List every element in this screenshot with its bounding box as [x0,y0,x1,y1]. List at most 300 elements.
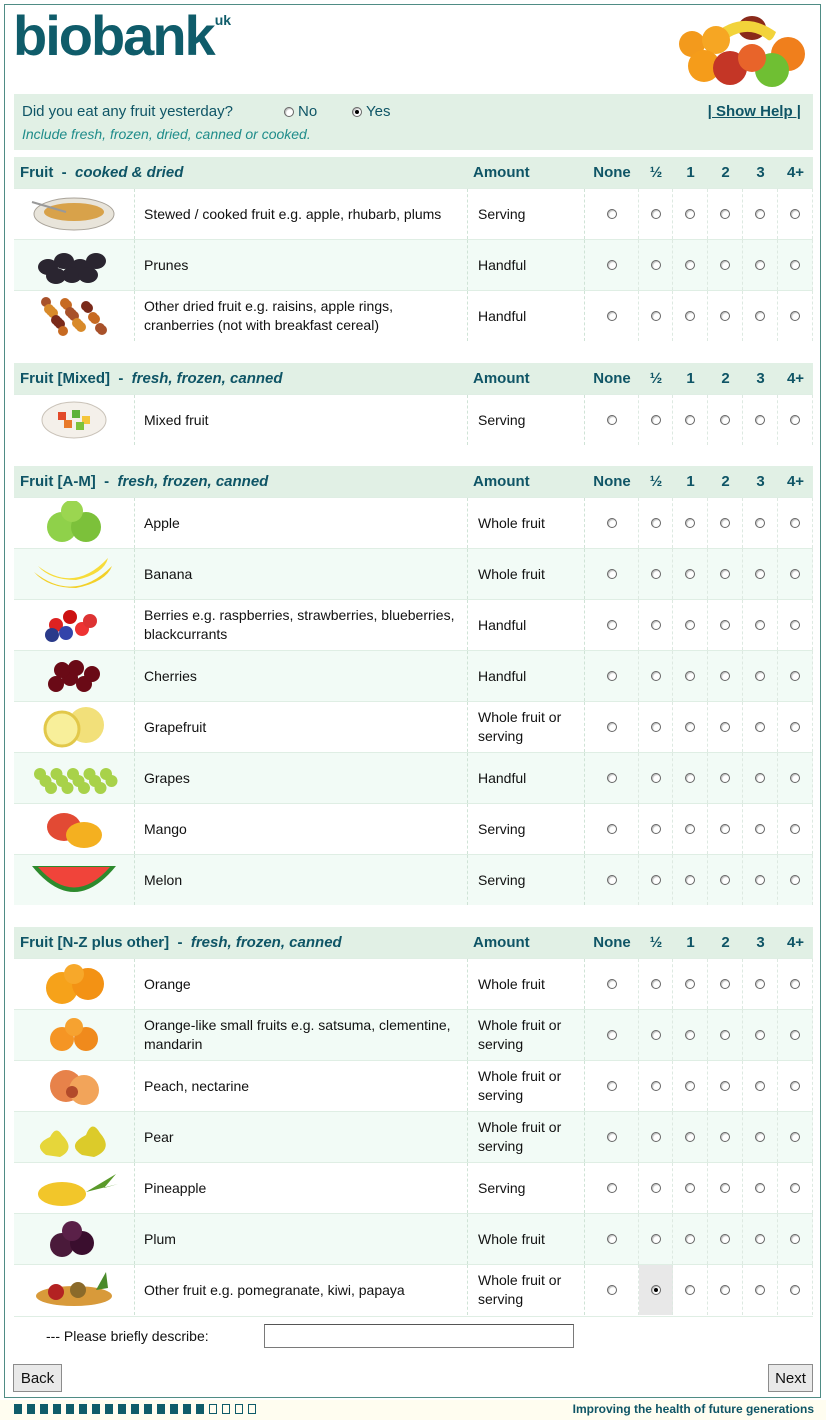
portion-cell[interactable] [673,1010,708,1060]
portion-radio[interactable] [651,1285,661,1295]
radio-yes[interactable] [352,107,362,117]
portion-radio[interactable] [651,671,661,681]
portion-radio[interactable] [607,311,617,321]
portion-cell[interactable] [639,1061,673,1111]
food-name: Berries e.g. raspberries, strawberries, blueberries, blackcurrants [144,607,455,642]
portion-radio[interactable] [685,415,695,425]
portion-radio[interactable] [685,311,695,321]
portion-cell[interactable] [708,1010,743,1060]
food-amount: Serving [467,395,585,445]
amount-column-header: Amount [473,934,530,951]
portion-cell[interactable] [639,291,673,341]
portion-radio[interactable] [720,671,730,681]
portion-radio[interactable] [790,1132,800,1142]
portion-cell[interactable] [673,1265,708,1315]
portion-cell[interactable] [708,498,743,548]
portion-radio[interactable] [755,1132,765,1142]
portion-radio[interactable] [790,311,800,321]
food-row [14,752,813,803]
fruit-pile-image [672,6,820,94]
portion-radio[interactable] [755,671,765,681]
portion-radio[interactable] [685,875,695,885]
fruit-section [14,927,813,1315]
portion-radio[interactable] [755,620,765,630]
portion-radio[interactable] [790,1030,800,1040]
portion-radio[interactable] [790,722,800,732]
portion-radio[interactable] [651,875,661,885]
portion-cell[interactable] [639,240,673,290]
portion-cell[interactable] [743,804,778,854]
portion-radio[interactable] [720,569,730,579]
portion-radio[interactable] [651,311,661,321]
portion-radio[interactable] [720,773,730,783]
portion-cell[interactable] [708,959,743,1009]
portion-column-header: 2 [721,473,730,490]
progress-step [183,1404,191,1414]
portion-radio[interactable] [720,415,730,425]
portion-cell[interactable] [585,804,639,854]
portion-cell[interactable] [778,291,813,341]
portion-cell[interactable] [673,291,708,341]
portion-radio[interactable] [651,518,661,528]
portion-cell[interactable] [743,959,778,1009]
portion-radio[interactable] [607,569,617,579]
portion-radio[interactable] [607,518,617,528]
portion-cell[interactable] [639,804,673,854]
portion-radio[interactable] [790,1234,800,1244]
portion-cell[interactable] [673,1112,708,1162]
answer-yes-label: Yes [366,103,391,120]
portion-cell[interactable] [585,498,639,548]
portion-column-header: 4+ [786,164,805,181]
portion-cell[interactable] [778,959,813,1009]
portion-cell[interactable] [708,600,743,650]
logo-wordmark: biobank [13,4,214,67]
portion-cell[interactable] [639,395,673,445]
food-amount: Whole fruit or serving [467,1112,585,1162]
portion-radio[interactable] [755,1234,765,1244]
portion-radio[interactable] [720,1234,730,1244]
portion-column-header: None [593,934,631,951]
portion-radio[interactable] [651,824,661,834]
portion-cell[interactable] [778,498,813,548]
portion-cell[interactable] [639,1163,673,1213]
portion-radio[interactable] [755,875,765,885]
food-row [14,188,813,239]
portion-cell[interactable] [778,240,813,290]
progress-step [14,1404,22,1414]
portion-radio[interactable] [790,415,800,425]
portion-radio[interactable] [651,979,661,989]
portion-cell[interactable] [778,1061,813,1111]
portion-radio[interactable] [607,671,617,681]
portion-radio[interactable] [755,979,765,989]
portion-radio[interactable] [607,1183,617,1193]
section-title [20,164,183,181]
portion-radio[interactable] [755,260,765,270]
portion-cell[interactable] [778,753,813,803]
radio-no[interactable] [284,107,294,117]
portion-radio[interactable] [720,260,730,270]
section-title [20,370,283,387]
portion-radio[interactable] [607,1132,617,1142]
portion-cell[interactable] [743,600,778,650]
portion-cell[interactable] [673,753,708,803]
portion-cell[interactable] [778,395,813,445]
question-hint: Include fresh, frozen, dried, canned or cooked. [22,126,311,142]
portion-cell[interactable] [743,498,778,548]
portion-cell[interactable] [743,189,778,239]
portion-cell[interactable] [585,1061,639,1111]
portion-radio[interactable] [720,209,730,219]
portion-cell[interactable] [673,498,708,548]
answer-no-option[interactable] [284,103,317,120]
portion-cell[interactable] [743,1265,778,1315]
portion-column-header: 1 [686,473,695,490]
portion-radio[interactable] [685,1234,695,1244]
portion-radio[interactable] [790,824,800,834]
portion-cell[interactable] [778,1163,813,1213]
portion-cell[interactable] [708,1214,743,1264]
portion-cell[interactable] [639,753,673,803]
portion-radio[interactable] [685,569,695,579]
portion-cell[interactable] [743,1010,778,1060]
portion-radio[interactable] [720,1081,730,1091]
portion-radio[interactable] [720,722,730,732]
portion-radio[interactable] [685,722,695,732]
food-amount: Handful [467,600,585,650]
portion-radio[interactable] [790,1081,800,1091]
portion-radio[interactable] [720,1030,730,1040]
portion-cell[interactable] [778,1010,813,1060]
portion-cell[interactable] [778,1214,813,1264]
portion-cell[interactable] [708,804,743,854]
portion-cell[interactable] [708,291,743,341]
portion-cell[interactable] [743,753,778,803]
portion-cell[interactable] [673,651,708,701]
portion-cell[interactable] [639,1214,673,1264]
portion-cell[interactable] [743,651,778,701]
progress-step [40,1404,48,1414]
portion-cell[interactable] [585,189,639,239]
food-row [14,394,813,445]
portion-cell[interactable] [743,855,778,905]
portion-cell[interactable] [585,240,639,290]
food-name: Mango [144,820,187,837]
food-amount: Whole fruit or serving [467,1061,585,1111]
portion-cell[interactable] [639,1010,673,1060]
portion-column-header: 1 [686,934,695,951]
other-fruit-icon [14,1265,135,1315]
section-header [14,157,813,188]
portion-cell[interactable] [585,600,639,650]
portion-radio[interactable] [790,979,800,989]
portion-cell[interactable] [743,395,778,445]
question-bar [14,94,813,150]
portion-cell[interactable] [673,395,708,445]
portion-cell[interactable] [585,651,639,701]
cherries-icon [14,651,135,701]
portion-cell[interactable] [585,395,639,445]
portion-cell[interactable] [585,1010,639,1060]
portion-radio[interactable] [685,1183,695,1193]
portion-cell[interactable] [673,1163,708,1213]
food-row [14,701,813,752]
portion-cell[interactable] [585,855,639,905]
portion-cell[interactable] [743,702,778,752]
portion-radio[interactable] [685,1030,695,1040]
portion-cell[interactable] [708,1112,743,1162]
portion-cell[interactable] [708,855,743,905]
portion-cell[interactable] [743,240,778,290]
portion-radio[interactable] [607,979,617,989]
portion-cell[interactable] [743,1061,778,1111]
portion-cell[interactable] [673,804,708,854]
show-help-link[interactable]: | Show Help | [707,103,801,120]
portion-cell[interactable] [585,959,639,1009]
portion-cell[interactable] [743,1214,778,1264]
portion-radio[interactable] [651,260,661,270]
food-name: Pineapple [144,1179,207,1196]
portion-cell[interactable] [585,291,639,341]
portion-radio[interactable] [685,518,695,528]
portion-cell[interactable] [639,498,673,548]
portion-radio[interactable] [607,415,617,425]
portion-radio[interactable] [790,209,800,219]
portion-radio[interactable] [755,569,765,579]
portion-cell[interactable] [639,651,673,701]
apple-icon [14,498,135,548]
food-name: Prunes [144,256,189,273]
portion-radio[interactable] [607,209,617,219]
portion-radio[interactable] [720,518,730,528]
food-name: Cherries [144,667,197,684]
portion-cell[interactable] [639,549,673,599]
food-amount: Handful [467,291,585,341]
portion-radio[interactable] [685,1132,695,1142]
portion-radio[interactable] [651,1030,661,1040]
portion-cell[interactable] [673,1214,708,1264]
portion-radio[interactable] [720,824,730,834]
food-row [14,803,813,854]
portion-cell[interactable] [708,753,743,803]
portion-column-header: 2 [721,164,730,181]
portion-cell[interactable] [778,651,813,701]
portion-radio[interactable] [685,620,695,630]
portion-cell[interactable] [585,1265,639,1315]
portion-cell[interactable] [585,549,639,599]
portion-column-header: None [593,370,631,387]
portion-cell[interactable] [708,549,743,599]
portion-cell[interactable] [639,702,673,752]
portion-radio[interactable] [651,569,661,579]
portion-radio[interactable] [755,1081,765,1091]
portion-cell[interactable] [778,1265,813,1315]
portion-cell[interactable] [639,959,673,1009]
portion-column-header: None [593,164,631,181]
biobank-logo [13,4,232,67]
portion-radio[interactable] [790,671,800,681]
portion-radio[interactable] [685,1285,695,1295]
mango-icon [14,804,135,854]
portion-radio[interactable] [755,209,765,219]
grapefruit-icon [14,702,135,752]
portion-radio[interactable] [685,773,695,783]
portion-radio[interactable] [607,824,617,834]
portion-cell[interactable] [585,702,639,752]
portion-radio[interactable] [651,620,661,630]
portion-cell[interactable] [778,1112,813,1162]
portion-radio[interactable] [607,875,617,885]
portion-cell[interactable] [778,189,813,239]
portion-cell[interactable] [743,291,778,341]
portion-radio[interactable] [755,1183,765,1193]
portion-radio[interactable] [651,1183,661,1193]
portion-cell[interactable] [778,549,813,599]
portion-radio[interactable] [607,1234,617,1244]
portion-cell[interactable] [639,600,673,650]
portion-cell[interactable] [778,600,813,650]
food-name: Grapefruit [144,718,207,735]
peach-icon [14,1061,135,1111]
portion-cell[interactable] [639,189,673,239]
portion-cell[interactable] [673,855,708,905]
portion-radio[interactable] [720,1285,730,1295]
fruit-section [14,466,813,905]
portion-cell[interactable] [585,753,639,803]
portion-cell[interactable] [673,1061,708,1111]
portion-radio[interactable] [651,1234,661,1244]
food-amount: Handful [467,651,585,701]
portion-radio[interactable] [720,311,730,321]
portion-radio[interactable] [651,722,661,732]
portion-radio[interactable] [720,1183,730,1193]
portion-cell[interactable] [639,1112,673,1162]
portion-radio[interactable] [755,722,765,732]
portion-column-header: 3 [756,934,765,951]
describe-input[interactable] [264,1324,574,1348]
portion-radio[interactable] [720,875,730,885]
portion-radio[interactable] [651,209,661,219]
portion-radio[interactable] [651,415,661,425]
portion-cell[interactable] [639,855,673,905]
portion-radio[interactable] [790,1285,800,1295]
section-subtitle: cooked & dried [75,164,184,181]
portion-cell[interactable] [708,240,743,290]
portion-cell[interactable] [673,549,708,599]
food-name: Orange [144,975,191,992]
portion-radio[interactable] [755,1030,765,1040]
portion-column-header: ½ [649,934,663,951]
back-button[interactable]: Back [13,1364,62,1392]
portion-cell[interactable] [743,1112,778,1162]
progress-step [157,1404,165,1414]
portion-radio[interactable] [790,620,800,630]
portion-cell[interactable] [778,702,813,752]
portion-cell[interactable] [708,702,743,752]
portion-radio[interactable] [685,671,695,681]
portion-cell[interactable] [673,240,708,290]
progress-step [105,1404,113,1414]
portion-radio[interactable] [790,518,800,528]
portion-radio[interactable] [720,1132,730,1142]
portion-column-header: 3 [756,164,765,181]
portion-radio[interactable] [685,1081,695,1091]
food-row [14,290,813,341]
portion-radio[interactable] [685,979,695,989]
portion-cell[interactable] [778,804,813,854]
portion-radio[interactable] [607,722,617,732]
portion-radio[interactable] [755,773,765,783]
portion-radio[interactable] [607,1285,617,1295]
portion-radio[interactable] [685,209,695,219]
section-subtitle: fresh, frozen, canned [131,370,283,387]
portion-cell[interactable] [778,855,813,905]
portion-radio[interactable] [607,1081,617,1091]
portion-radio[interactable] [720,979,730,989]
portion-cell[interactable] [673,702,708,752]
answer-yes-option[interactable] [352,103,390,120]
food-row [14,1111,813,1162]
portion-radio[interactable] [790,569,800,579]
portion-radio[interactable] [685,260,695,270]
portion-radio[interactable] [790,773,800,783]
portion-radio[interactable] [607,773,617,783]
section-header [14,363,813,394]
portion-radio[interactable] [607,620,617,630]
portion-cell[interactable] [585,1112,639,1162]
section-title [20,934,342,951]
portion-radio[interactable] [607,1030,617,1040]
portion-radio[interactable] [755,311,765,321]
portion-radio[interactable] [651,1132,661,1142]
question-text: Did you eat any fruit yesterday? [22,103,233,120]
portion-radio[interactable] [790,1183,800,1193]
portion-cell[interactable] [743,549,778,599]
portion-cell[interactable] [743,1163,778,1213]
next-button[interactable]: Next [768,1364,813,1392]
portion-radio[interactable] [790,260,800,270]
progress-step [131,1404,139,1414]
portion-radio[interactable] [755,824,765,834]
portion-radio[interactable] [790,875,800,885]
portion-cell[interactable] [585,1163,639,1213]
portion-radio[interactable] [755,415,765,425]
portion-cell[interactable] [708,1265,743,1315]
portion-radio[interactable] [651,773,661,783]
portion-cell[interactable] [673,189,708,239]
portion-radio[interactable] [755,518,765,528]
portion-cell[interactable] [673,959,708,1009]
grapes-icon [14,753,135,803]
portion-radio[interactable] [651,1081,661,1091]
portion-cell[interactable] [585,1214,639,1264]
portion-radio[interactable] [685,824,695,834]
portion-cell[interactable] [708,395,743,445]
portion-cell[interactable] [708,1163,743,1213]
portion-cell[interactable] [639,1265,673,1315]
portion-cell[interactable] [708,651,743,701]
portion-radio[interactable] [755,1285,765,1295]
portion-column-header: ½ [649,164,663,181]
portion-cell[interactable] [708,189,743,239]
banana-icon [14,549,135,599]
portion-radio[interactable] [607,260,617,270]
portion-cell[interactable] [673,600,708,650]
section-subtitle: fresh, frozen, canned [190,934,342,951]
portion-radio[interactable] [720,620,730,630]
portion-cell[interactable] [708,1061,743,1111]
